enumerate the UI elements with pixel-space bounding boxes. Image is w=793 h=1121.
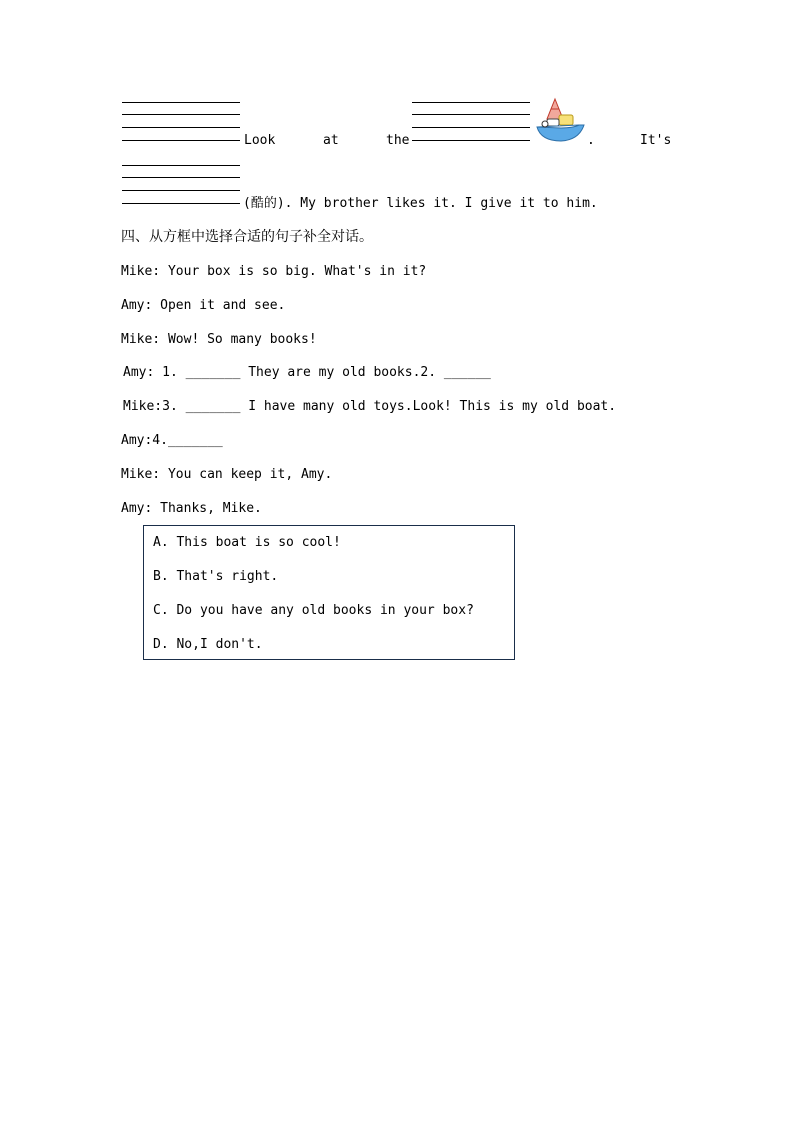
dialogue-line: Mike: Wow! So many books! xyxy=(121,332,317,347)
sentence-cool-brother: (酷的). My brother likes it. I give it to him. xyxy=(243,196,598,211)
word-at: at xyxy=(323,133,339,148)
writing-line xyxy=(412,140,530,141)
writing-line xyxy=(122,114,240,115)
word-the: the xyxy=(386,133,410,148)
dialogue-line: Amy:4._______ xyxy=(121,433,223,448)
writing-line xyxy=(412,102,530,103)
option-b: B. That's right. xyxy=(153,569,279,584)
options-box xyxy=(143,525,515,660)
writing-line xyxy=(412,114,530,115)
writing-line xyxy=(122,203,240,204)
dialogue-line: Mike: Your box is so big. What's in it? xyxy=(121,264,427,279)
writing-line xyxy=(122,140,240,141)
period: . xyxy=(587,133,595,148)
option-d: D. No,I don't. xyxy=(153,637,263,652)
writing-line xyxy=(122,127,240,128)
dialogue-line: Amy: Open it and see. xyxy=(121,298,286,313)
writing-line xyxy=(122,190,240,191)
dialogue-line: Mike: You can keep it, Amy. xyxy=(121,467,333,482)
dialogue-line: Amy: Thanks, Mike. xyxy=(121,501,262,516)
option-c: C. Do you have any old books in your box? xyxy=(153,603,474,618)
writing-line xyxy=(412,127,530,128)
dialogue-line: Amy: 1. _______ They are my old books.2. ______ xyxy=(123,365,491,380)
word-look: Look xyxy=(244,133,276,148)
dialogue-line: Mike:3. _______ I have many old toys.Look! This is my old boat. xyxy=(123,399,617,414)
writing-line xyxy=(122,177,240,178)
option-a: A. This boat is so cool! xyxy=(153,535,341,550)
writing-line xyxy=(122,102,240,103)
toy-boat-icon xyxy=(533,95,587,145)
writing-line xyxy=(122,165,240,166)
word-its: It's xyxy=(640,133,672,148)
section-heading: 四、从方框中选择合适的句子补全对话。 xyxy=(121,229,373,245)
